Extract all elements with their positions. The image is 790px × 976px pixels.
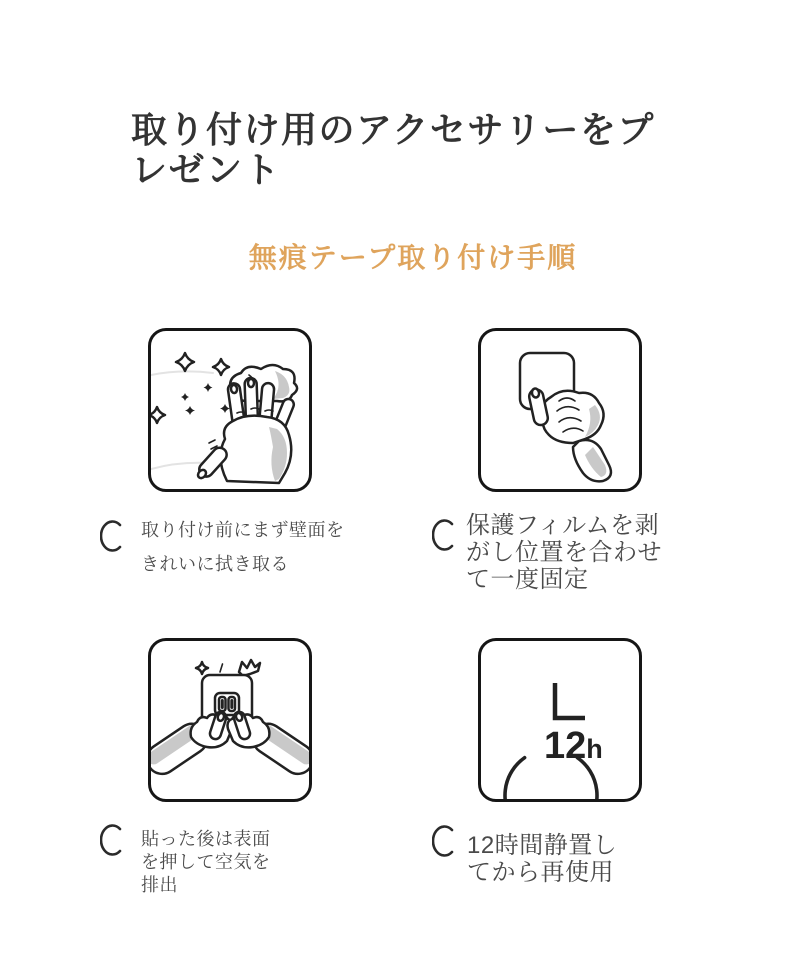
pressing-hand-left: [151, 710, 233, 779]
caption-line: 保護フィルムを剥: [466, 512, 660, 539]
step-3-card: [148, 638, 312, 802]
step-4-caption: [467, 832, 617, 886]
press-pad-illustration: [151, 641, 309, 799]
page-title-line: レゼント: [131, 149, 282, 190]
caption-line: て一度固定: [466, 566, 589, 593]
open-circle-icon: [100, 823, 126, 857]
page-title-line: 取り付け用のアクセサリーをプ: [131, 109, 655, 150]
wipe-wall-illustration: [151, 331, 309, 489]
caption-line: 取り付け前にまず壁面を: [141, 520, 345, 540]
step-3-caption: [141, 828, 271, 897]
open-circle-icon: [432, 824, 458, 858]
caption-line: てから再使用: [467, 859, 614, 886]
clock-hands-icon: [555, 683, 585, 718]
caption-line: 貼った後は表面: [141, 829, 271, 849]
apply-pad-illustration: [481, 331, 639, 489]
page-title: [131, 110, 683, 190]
step-1-card: [148, 328, 312, 492]
caption-line: 12時間静置し: [467, 832, 618, 859]
section-subtitle: 無痕テープ取り付け手順: [248, 242, 578, 273]
caption-line: きれいに拭き取る: [141, 554, 289, 574]
open-circle-icon: [432, 518, 458, 552]
step-4-card: [478, 638, 642, 802]
caption-line: を押して空気を: [141, 852, 271, 872]
clock-duration-label: 12h: [544, 725, 603, 767]
caption-line: がし位置を合わせ: [466, 539, 662, 566]
clock-12h-illustration: [481, 641, 639, 799]
open-circle-icon: [100, 519, 126, 553]
gripping-hand: [528, 388, 611, 481]
burst-icons: [196, 660, 260, 676]
sparkle-icons: [151, 353, 230, 449]
pressing-hand-right: [228, 710, 310, 779]
step-2-card: [478, 328, 642, 492]
step-2-caption: [466, 512, 662, 593]
caption-line: 排出: [141, 875, 178, 895]
step-1-caption: [141, 513, 345, 581]
